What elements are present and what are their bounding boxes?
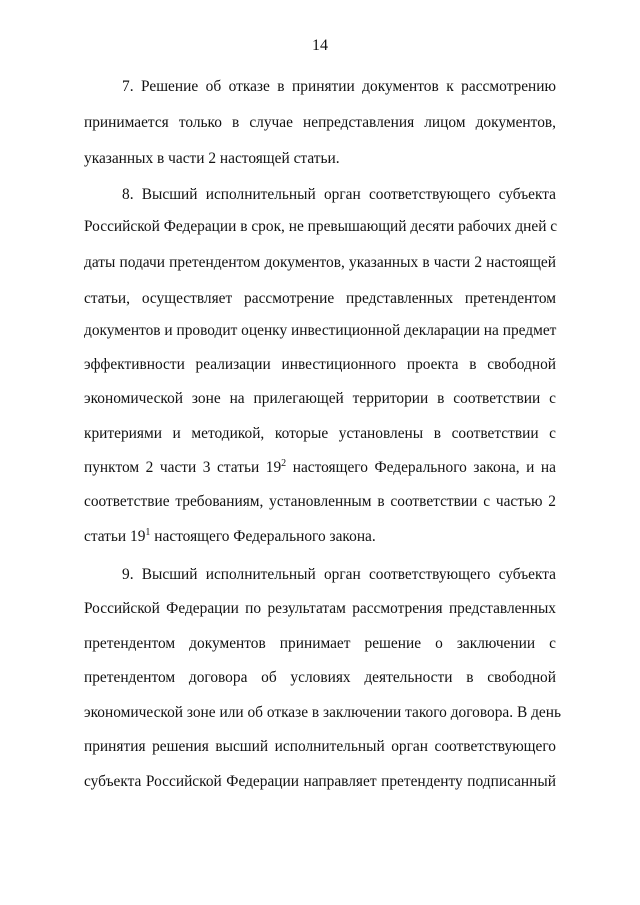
paragraph-8-line-7: экономической зоне на прилегающей территории в соответствии с bbox=[84, 390, 556, 407]
article-superscript: 2 bbox=[281, 458, 287, 469]
paragraph-8-line-6: эффективности реализации инвестиционного проекта в свободной bbox=[84, 356, 556, 373]
paragraph-9-line-2: Российской Федерации по результатам рассмотрения представленных bbox=[84, 600, 556, 617]
paragraph-8-line-11-rest: настоящего Федерального закона. bbox=[150, 528, 376, 545]
paragraph-8-line-9-text: пунктом 2 части 3 статьи 19 bbox=[84, 459, 282, 476]
paragraph-8-line-1: 8. Высший исполнительный орган соответствующего субъекта bbox=[122, 186, 556, 203]
paragraph-8-line-5: документов и проводит оценку инвестиционной декларации на предмет bbox=[84, 322, 557, 339]
paragraph-8-line-9-rest: настоящего Федерального закона, и на bbox=[286, 459, 556, 476]
paragraph-8-line-9 bbox=[84, 458, 556, 478]
paragraph-7-line-3: указанных в части 2 настоящей статьи. bbox=[84, 150, 340, 167]
paragraph-9-line-3: претендентом документов принимает решение о заключении с bbox=[84, 635, 556, 652]
paragraph-9-line-7: субъекта Российской Федерации направляет претенденту подписанный bbox=[84, 773, 556, 790]
paragraph-9-line-5: экономической зоне или об отказе в заключении такого договора. В день bbox=[84, 704, 561, 721]
paragraph-8-line-11-text: статьи 19 bbox=[84, 528, 146, 545]
paragraph-9-line-4: претендентом договора об условиях деятельности в свободной bbox=[84, 669, 556, 686]
paragraph-7-line-1: 7. Решение об отказе в принятии документов к рассмотрению bbox=[122, 78, 556, 95]
paragraph-9-line-6: принятия решения высший исполнительный орган соответствующего bbox=[84, 738, 556, 755]
paragraph-9-line-1: 9. Высший исполнительный орган соответствующего субъекта bbox=[122, 566, 556, 583]
article-superscript: 1 bbox=[145, 527, 151, 538]
paragraph-8-line-2: Российской Федерации в срок, не превышающий десяти рабочих дней с bbox=[84, 218, 558, 235]
page-number: 14 bbox=[312, 37, 328, 54]
paragraph-8-line-8: критериями и методикой, которые установлены в соответствии с bbox=[84, 425, 556, 442]
paragraph-7-line-2: принимается только в случае непредставления лицом документов, bbox=[84, 114, 556, 131]
paragraph-8-line-3: даты подачи претендентом документов, указанных в части 2 настоящей bbox=[84, 254, 556, 271]
paragraph-8-line-4: статьи, осуществляет рассмотрение представленных претендентом bbox=[84, 290, 556, 307]
paragraph-8-line-11 bbox=[84, 527, 556, 547]
paragraph-8-line-10: соответствие требованиям, установленным в соответствии с частью 2 bbox=[84, 493, 556, 510]
